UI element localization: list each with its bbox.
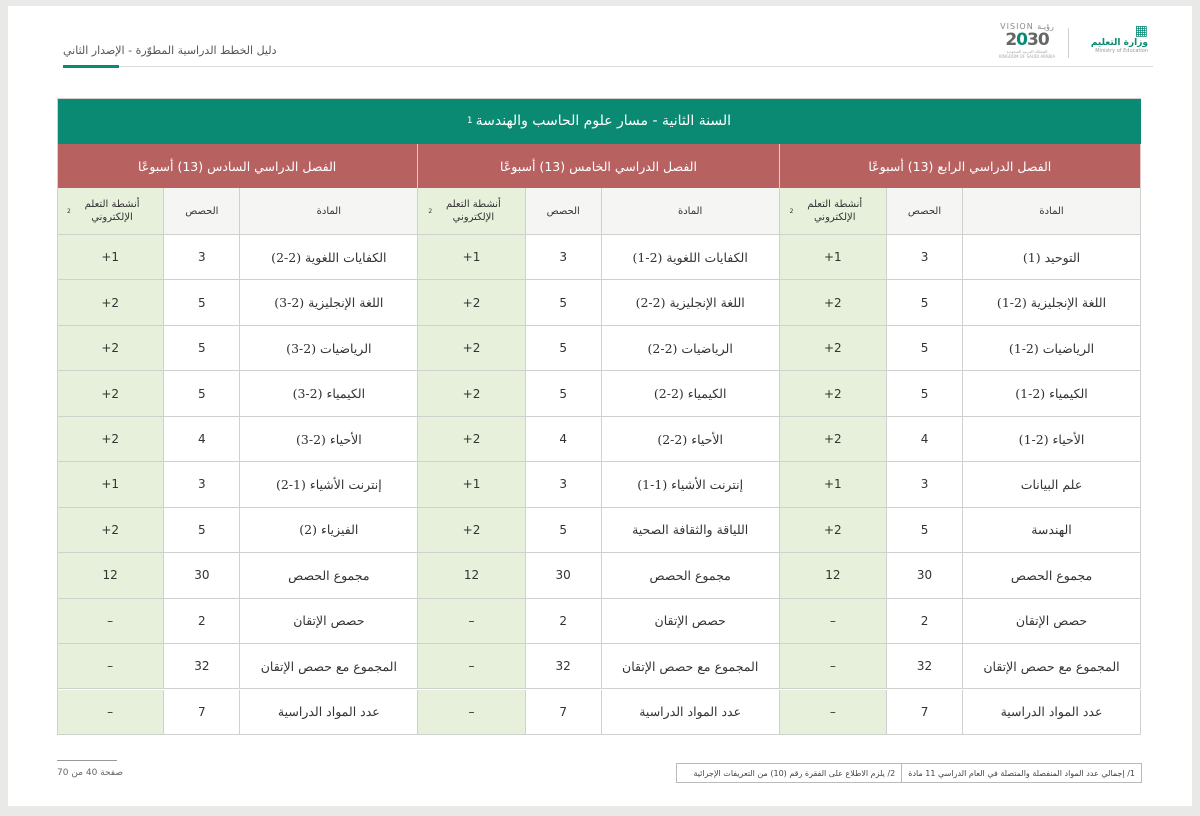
elearning-cell: 2+ <box>57 508 164 553</box>
table-row <box>57 553 1141 598</box>
col-header-elearning-note: 2 <box>67 207 71 215</box>
elearning-cell: 2+ <box>418 326 525 371</box>
subject-cell: اللياقة والثقافة الصحية <box>602 508 780 553</box>
subject-cell: الرياضيات (2-2) <box>602 326 780 371</box>
elearning-cell: – <box>418 599 525 644</box>
subject-cell: حصص الإتقان <box>963 599 1141 644</box>
col-header-elearning-note: 2 <box>428 207 433 215</box>
elearning-cell: – <box>418 690 525 735</box>
elearning-cell: 2+ <box>780 508 887 553</box>
subject-cell: المجموع مع حصص الإتقان <box>963 644 1141 689</box>
elearning-cell: 2+ <box>418 371 525 416</box>
elearning-cell: 1+ <box>57 462 164 507</box>
subject-cell: إنترنت الأشياء (1-1) <box>602 462 780 507</box>
subject-cell: عدد المواد الدراسية <box>963 690 1141 735</box>
elearning-cell: 2+ <box>780 417 887 462</box>
periods-cell: 7 <box>526 690 602 735</box>
col-header-subject: المادة <box>240 188 418 235</box>
vision-digit-a: 2 <box>1005 30 1017 50</box>
subject-cell: الكيمياء (2-2) <box>602 371 780 416</box>
subject-cell: الرياضيات (2-3) <box>240 326 418 371</box>
elearning-cell: 12 <box>57 553 164 598</box>
periods-cell: 5 <box>164 508 240 553</box>
ministry-subtitle: Ministry of Education <box>1095 48 1148 54</box>
subject-cell: إنترنت الأشياء (1-2) <box>240 462 418 507</box>
elearning-cell: 1+ <box>780 235 887 280</box>
periods-cell: 5 <box>526 326 602 371</box>
col-header-elearning <box>780 188 887 235</box>
periods-cell: 5 <box>526 508 602 553</box>
table-row <box>57 644 1141 689</box>
periods-cell: 5 <box>526 371 602 416</box>
elearning-cell: 2+ <box>418 508 525 553</box>
subject-cell: اللغة الإنجليزية (2-3) <box>240 280 418 325</box>
study-plan-table <box>57 98 1141 735</box>
table-row <box>57 508 1141 553</box>
periods-cell: 2 <box>887 599 963 644</box>
elearning-cell: 1+ <box>780 462 887 507</box>
elearning-cell: 2+ <box>57 326 164 371</box>
col-header-elearning-label: أنشطة التعلم الإلكتروني <box>445 199 501 223</box>
subject-cell: الأحياء (2-1) <box>963 417 1141 462</box>
table-title-footnote-mark: 1 <box>466 116 473 126</box>
column-header-row <box>57 188 1141 235</box>
ministry-name: وزارة التعليم <box>1090 38 1148 48</box>
semester-header-fifth: الفصل الدراسي الخامس (13) أسبوعًا <box>418 144 779 188</box>
periods-cell: 30 <box>526 553 602 598</box>
elearning-cell: 12 <box>780 553 887 598</box>
elearning-cell: – <box>780 690 887 735</box>
subject-cell: اللغة الإنجليزية (2-2) <box>602 280 780 325</box>
vision-2030-logo <box>998 22 1056 66</box>
semester-header-sixth: الفصل الدراسي السادس (13) أسبوعًا <box>57 144 418 188</box>
subject-cell: الأحياء (2-3) <box>240 417 418 462</box>
elearning-cell: 2+ <box>780 280 887 325</box>
elearning-cell: 2+ <box>57 280 164 325</box>
header-accent-bar <box>63 65 119 68</box>
semester-header-row <box>57 144 1141 188</box>
col-header-periods: الحصص <box>164 188 240 235</box>
col-header-elearning-label: أنشطة التعلم الإلكتروني <box>807 199 863 223</box>
periods-cell: 5 <box>887 508 963 553</box>
periods-cell: 7 <box>164 690 240 735</box>
periods-cell: 2 <box>526 599 602 644</box>
subject-cell: الكفايات اللغوية (2-1) <box>602 235 780 280</box>
page-number: صفحة 40 من 70 <box>57 768 124 778</box>
vision-digit-c: 30 <box>1027 30 1049 50</box>
periods-cell: 5 <box>164 326 240 371</box>
footnotes-box <box>676 763 1142 783</box>
elearning-cell: 12 <box>418 553 525 598</box>
subject-cell: حصص الإتقان <box>240 599 418 644</box>
periods-cell: 5 <box>887 371 963 416</box>
periods-cell: 4 <box>887 417 963 462</box>
subject-cell: الأحياء (2-2) <box>602 417 780 462</box>
subject-cell: الكيمياء (2-1) <box>963 371 1141 416</box>
periods-cell: 30 <box>164 553 240 598</box>
col-header-elearning <box>418 188 525 235</box>
col-header-elearning-note: 2 <box>789 207 794 215</box>
periods-cell: 32 <box>526 644 602 689</box>
subject-cell: مجموع الحصص <box>240 553 418 598</box>
elearning-cell: 2+ <box>780 371 887 416</box>
elearning-cell: 2+ <box>57 417 164 462</box>
vision-digit-b: 0 <box>1016 30 1027 50</box>
subject-cell: الهندسة <box>963 508 1141 553</box>
footnote-1: 1/ إجمالي عدد المواد المنفصلة والمتصلة في العام الدراسي 11 مادة <box>908 768 1135 778</box>
subject-cell: الفيزياء (2) <box>240 508 418 553</box>
footnote-2: 2/ يلزم الاطلاع على الفقرة رقم (10) من التعريفات الإجرائية <box>687 764 902 782</box>
subject-cell: الرياضيات (2-1) <box>963 326 1141 371</box>
subject-cell: مجموع الحصص <box>602 553 780 598</box>
periods-cell: 3 <box>164 235 240 280</box>
col-header-elearning <box>57 188 164 235</box>
elearning-cell: – <box>780 599 887 644</box>
elearning-cell: 2+ <box>418 417 525 462</box>
table-row <box>57 599 1141 644</box>
elearning-cell: 1+ <box>418 462 525 507</box>
periods-cell: 3 <box>887 462 963 507</box>
periods-cell: 3 <box>526 235 602 280</box>
table-row <box>57 690 1141 735</box>
subject-cell: عدد المواد الدراسية <box>602 690 780 735</box>
periods-cell: 3 <box>164 462 240 507</box>
periods-cell: 4 <box>164 417 240 462</box>
periods-cell: 32 <box>164 644 240 689</box>
elearning-cell: – <box>57 690 164 735</box>
header-logos <box>998 22 1148 66</box>
vision-logo-top: VISION رؤيـة <box>1000 22 1054 31</box>
col-header-subject: المادة <box>963 188 1141 235</box>
table-title-text: السنة الثانية - مسار علوم الحاسب والهندسة <box>475 113 732 129</box>
col-header-periods: الحصص <box>887 188 963 235</box>
elearning-cell: – <box>780 644 887 689</box>
col-header-periods: الحصص <box>526 188 602 235</box>
subject-cell: مجموع الحصص <box>963 553 1141 598</box>
elearning-cell: 2+ <box>418 280 525 325</box>
subject-cell: اللغة الإنجليزية (2-1) <box>963 280 1141 325</box>
elearning-cell: – <box>418 644 525 689</box>
subject-cell: علم البيانات <box>963 462 1141 507</box>
logo-separator <box>1068 28 1069 58</box>
table-row <box>57 326 1141 371</box>
ministry-logo <box>1078 24 1148 64</box>
table-row <box>57 280 1141 325</box>
col-header-elearning-label: أنشطة التعلم الإلكتروني <box>84 199 140 223</box>
elearning-cell: 2+ <box>57 371 164 416</box>
subject-cell: حصص الإتقان <box>602 599 780 644</box>
table-row <box>57 417 1141 462</box>
periods-cell: 2 <box>164 599 240 644</box>
elearning-cell: 1+ <box>418 235 525 280</box>
periods-cell: 4 <box>526 417 602 462</box>
table-title <box>57 98 1141 144</box>
periods-cell: 7 <box>887 690 963 735</box>
periods-cell: 3 <box>526 462 602 507</box>
vision-logo-sub: المملكة العربية السعودية KINGDOM OF SAUDI ARABIA <box>998 49 1056 59</box>
periods-cell: 5 <box>887 326 963 371</box>
header-divider <box>63 66 1153 67</box>
periods-cell: 5 <box>164 371 240 416</box>
periods-cell: 5 <box>887 280 963 325</box>
periods-cell: 32 <box>887 644 963 689</box>
periods-cell: 30 <box>887 553 963 598</box>
subject-cell: الكيمياء (2-3) <box>240 371 418 416</box>
periods-cell: 5 <box>526 280 602 325</box>
periods-cell: 3 <box>887 235 963 280</box>
footer-divider <box>57 760 117 761</box>
document-title: دليل الخطط الدراسية المطوّرة - الإصدار الثاني <box>63 44 277 57</box>
subject-cell: عدد المواد الدراسية <box>240 690 418 735</box>
semester-header-fourth: الفصل الدراسي الرابع (13) أسبوعًا <box>780 144 1141 188</box>
subject-cell: المجموع مع حصص الإتقان <box>602 644 780 689</box>
vision-logo-number <box>998 31 1056 49</box>
table-row <box>57 235 1141 280</box>
subject-cell: التوحيد (1) <box>963 235 1141 280</box>
elearning-cell: – <box>57 644 164 689</box>
ministry-emblem-icon: ▦ <box>1134 23 1148 39</box>
elearning-cell: – <box>57 599 164 644</box>
periods-cell: 5 <box>164 280 240 325</box>
table-row <box>57 371 1141 416</box>
subject-cell: المجموع مع حصص الإتقان <box>240 644 418 689</box>
elearning-cell: 1+ <box>57 235 164 280</box>
col-header-subject: المادة <box>602 188 780 235</box>
subject-cell: الكفايات اللغوية (2-2) <box>240 235 418 280</box>
elearning-cell: 2+ <box>780 326 887 371</box>
table-row <box>57 462 1141 507</box>
